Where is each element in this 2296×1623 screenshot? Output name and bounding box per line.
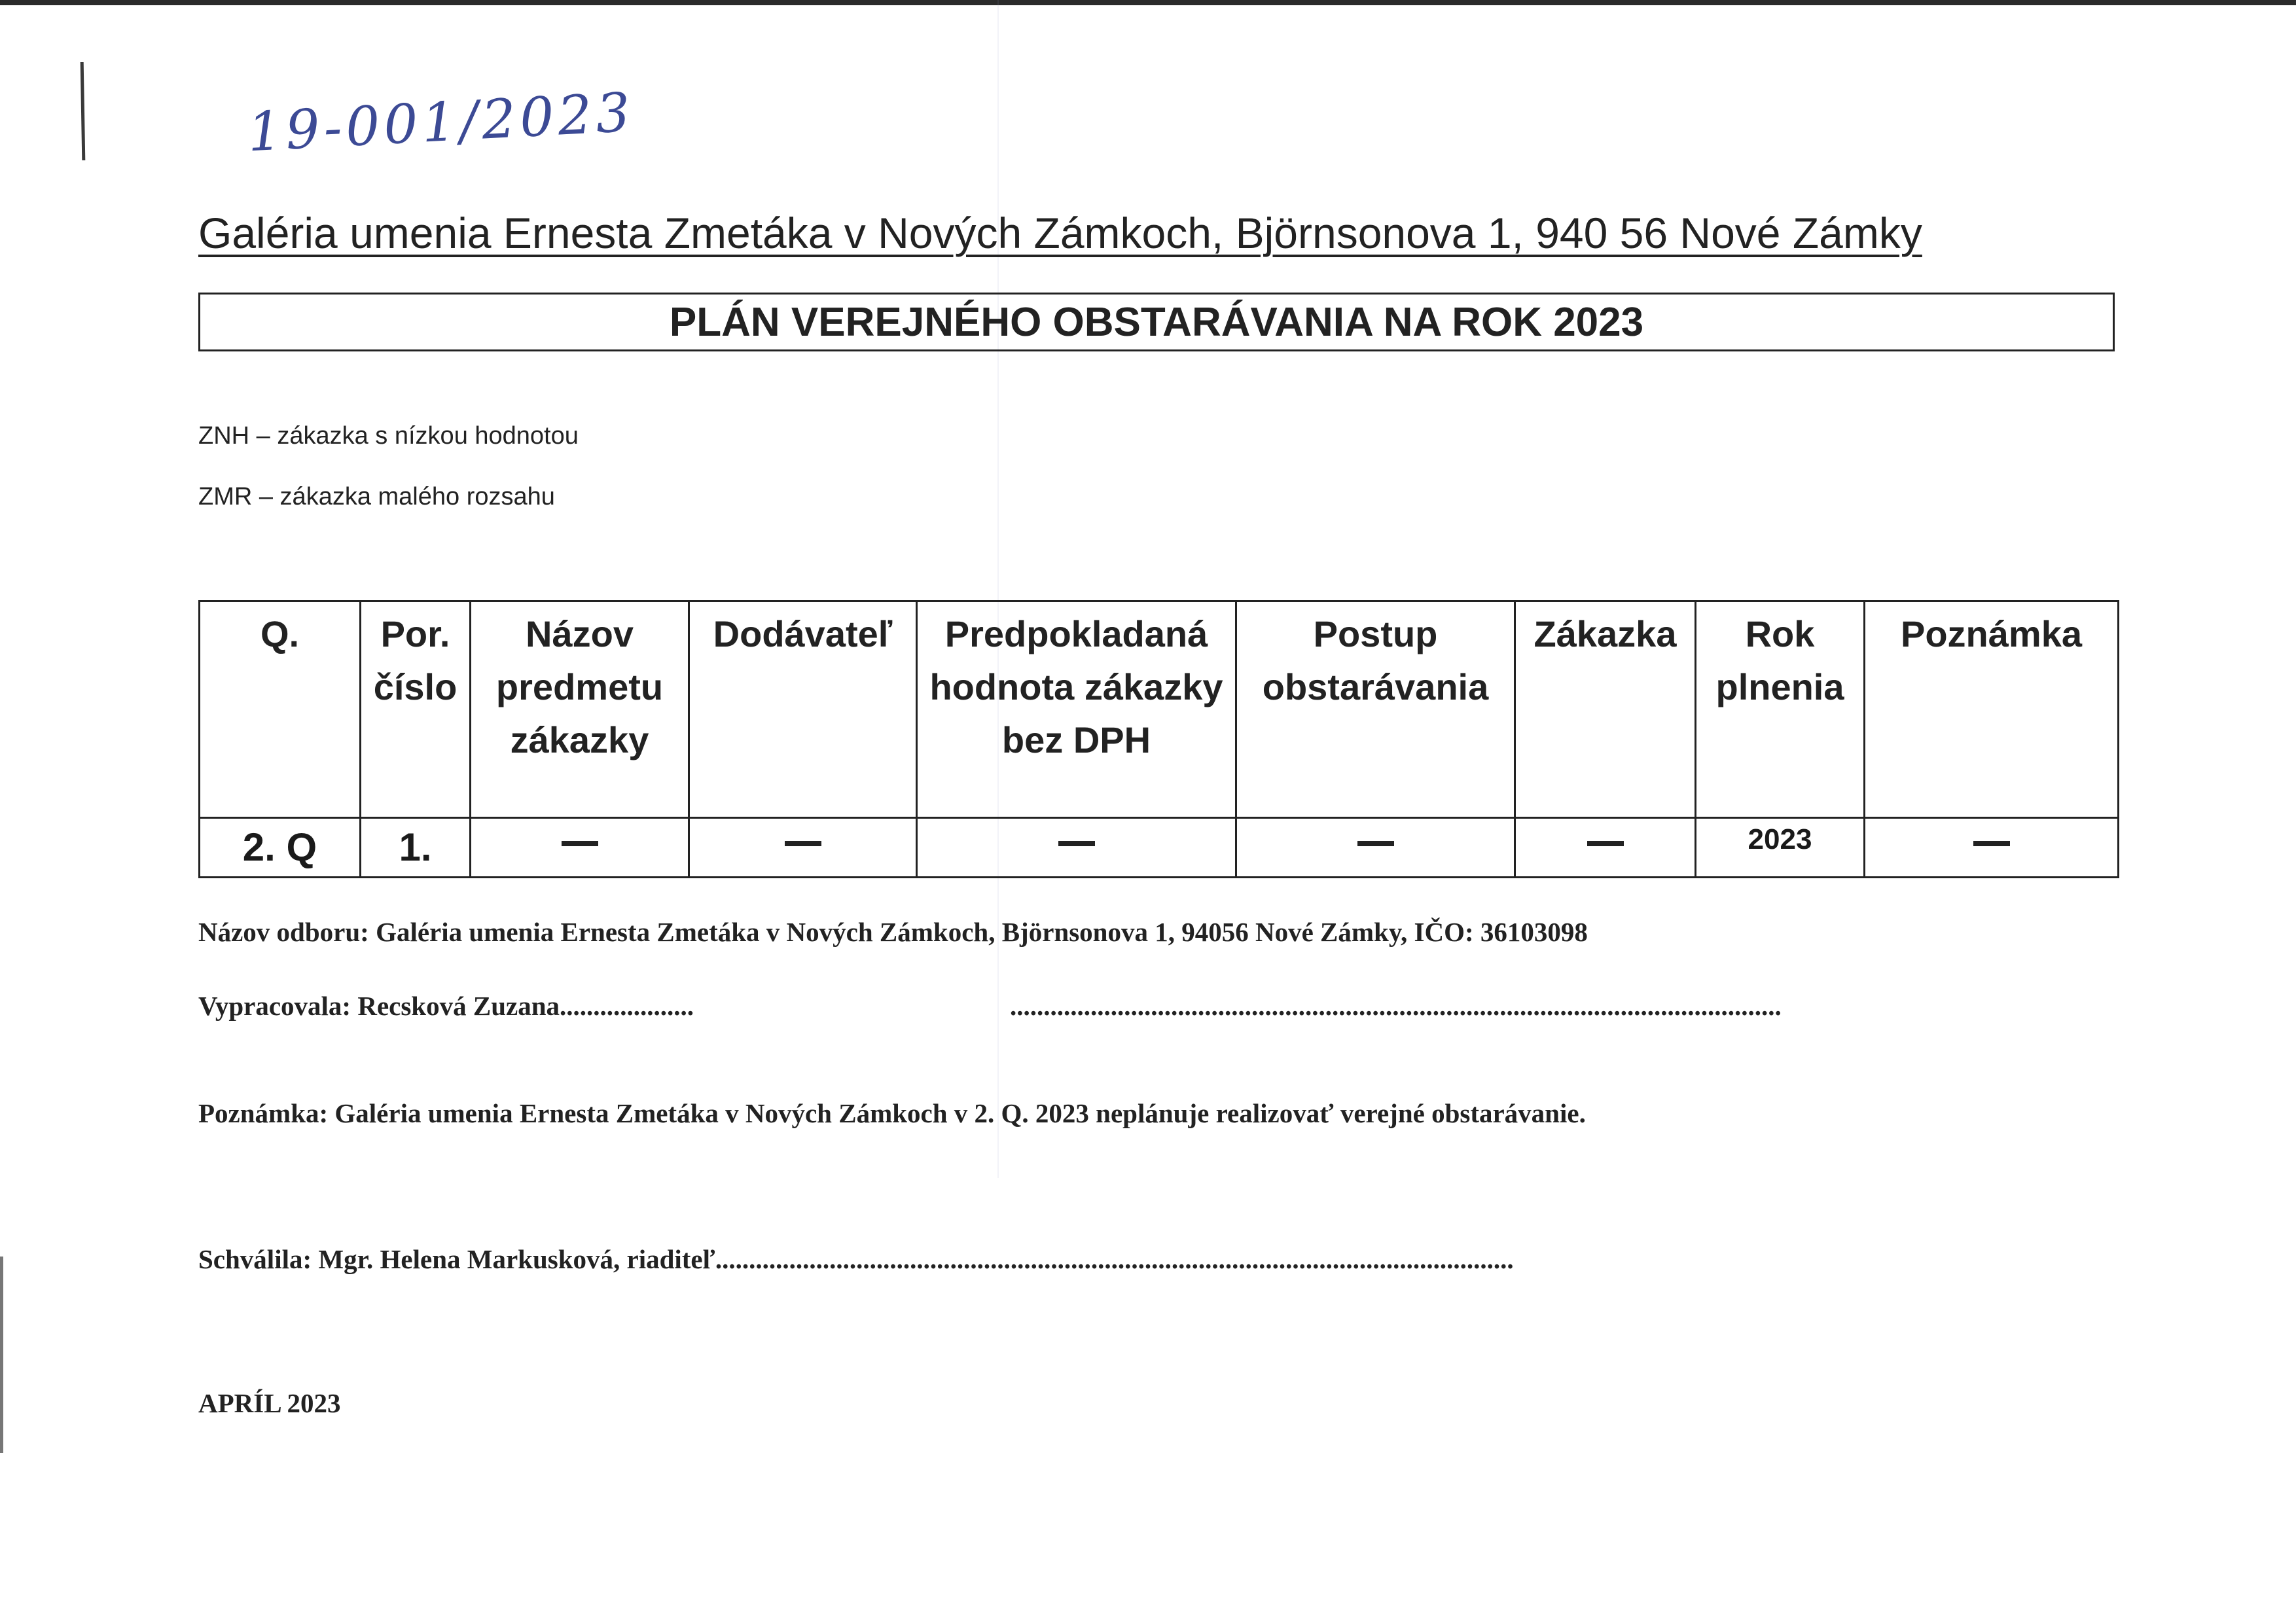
- signature-dots: ...................................................................................................................: [1010, 991, 1782, 1021]
- header-q: Q.: [200, 601, 361, 818]
- note-line: Poznámka: Galéria umenia Ernesta Zmetáka v Nových Zámkoch v 2. Q. 2023 neplánuje realizovať verejné obstarávanie.: [198, 1098, 1586, 1128]
- cell-por-cislo: 1.: [361, 818, 471, 878]
- cell-hodnota: [917, 818, 1236, 878]
- empty-dash: [1587, 841, 1624, 846]
- empty-dash: [1058, 841, 1095, 846]
- header-rok: Rok plnenia: [1696, 601, 1865, 818]
- handwritten-reference-number: 19-001/2023: [245, 81, 636, 164]
- empty-dash: [785, 841, 821, 846]
- procurement-plan-table: [198, 600, 2119, 878]
- document-title-box: [198, 293, 2115, 351]
- cell-zakazka: [1515, 818, 1696, 878]
- scan-edge-left: [81, 62, 86, 160]
- document-title: PLÁN VEREJNÉHO OBSTARÁVANIA NA ROK 2023: [669, 299, 1644, 345]
- scan-edge-top: [0, 0, 2296, 5]
- empty-dash: [562, 841, 598, 846]
- cell-q: 2. Q: [200, 818, 361, 878]
- cell-dodavatel: [689, 818, 917, 878]
- header-postup: Postup obstarávania: [1236, 601, 1515, 818]
- department-name-line: Názov odboru: Galéria umenia Ernesta Zmetáka v Nových Zámkoch, Björnsonova 1, 94056 Nové Zámky, IČO: 36103098: [198, 917, 1588, 947]
- empty-dash: [1973, 841, 2010, 846]
- cell-poznamka: [1865, 818, 2119, 878]
- empty-dash: [1357, 841, 1394, 846]
- header-dodavatel: Dodávateľ: [689, 601, 917, 818]
- legend-znh: ZNH – zákazka s nízkou hodnotou: [198, 422, 579, 450]
- cell-nazov: [471, 818, 689, 878]
- approved-by-line: Schválila: Mgr. Helena Markusková, riaditeľ.......................................................................................................................: [198, 1244, 1514, 1274]
- prepared-by-line: [198, 990, 1782, 1022]
- fold-line: [997, 0, 999, 1178]
- table-row: [200, 818, 2119, 878]
- header-zakazka: Zákazka: [1515, 601, 1696, 818]
- header-nazov: Názov predmetu zákazky: [471, 601, 689, 818]
- document-date: APRÍL 2023: [198, 1388, 341, 1418]
- scan-edge-left-lower: [0, 1257, 3, 1453]
- legend-zmr: ZMR – zákazka malého rozsahu: [198, 483, 555, 510]
- header-por-cislo: Por. číslo: [361, 601, 471, 818]
- table-header-row: [200, 601, 2119, 818]
- header-poznamka: Poznámka: [1865, 601, 2119, 818]
- cell-postup: [1236, 818, 1515, 878]
- organization-header: Galéria umenia Ernesta Zmetáka v Nových Zámkoch, Björnsonova 1, 940 56 Nové Zámky: [198, 209, 1922, 257]
- prepared-by-text: Vypracovala: Recsková Zuzana....................: [198, 991, 694, 1021]
- cell-rok: 2023: [1696, 818, 1865, 878]
- header-hodnota: Predpokladaná hodnota zákazky bez DPH: [917, 601, 1236, 818]
